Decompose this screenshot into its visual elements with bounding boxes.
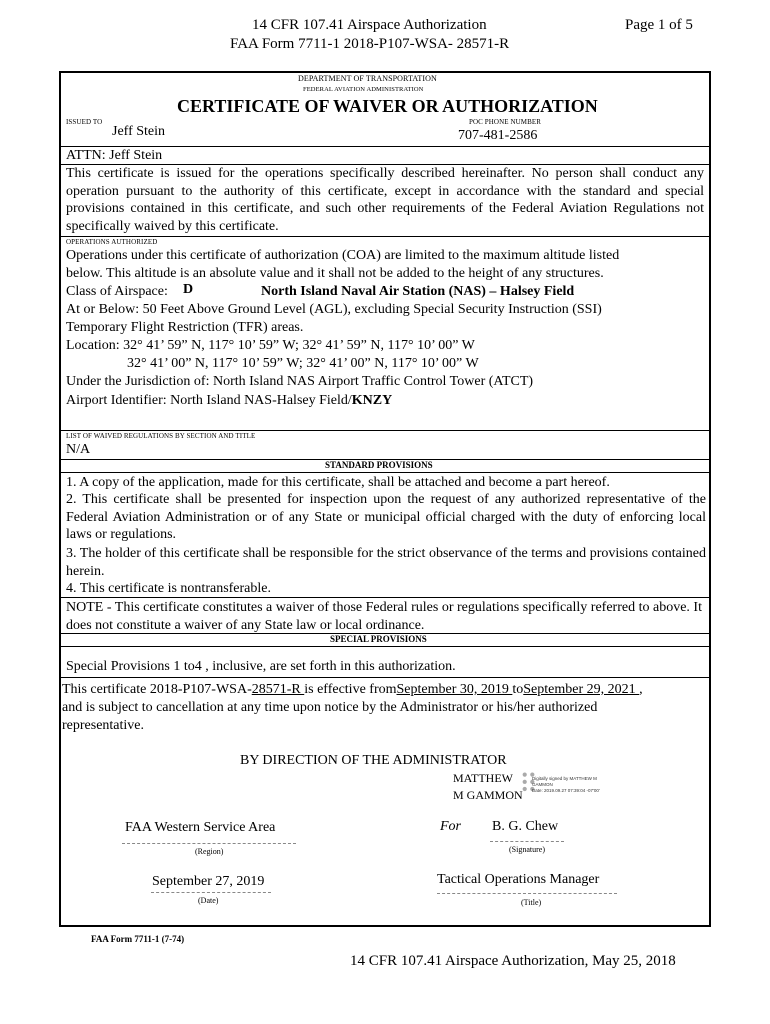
airport-name: North Island Naval Air Station (NAS) – Halsey Field — [261, 284, 575, 299]
signature-name: B. G. Chew — [492, 819, 559, 834]
operations-line1: Operations under this certificate of authorization (COA) are limited to the maximum altitude listed — [66, 248, 620, 263]
region-value: FAA Western Service Area — [125, 820, 276, 835]
region-underline — [122, 843, 296, 844]
certificate-number: 28571-R — [251, 682, 305, 697]
title-label: (Title) — [521, 898, 542, 907]
effective-line1 — [62, 681, 643, 699]
altitude-line1: At or Below: 50 Feet Above Ground Level (AGL), excluding Special Security Instruction (SSI) — [66, 302, 602, 317]
for-label: For — [440, 819, 461, 834]
special-provisions-text: Special Provisions 1 to4 , inclusive, are set forth in this authorization. — [66, 659, 456, 674]
signature-underline — [490, 841, 564, 842]
waived-regulations-value: N/A — [66, 442, 91, 457]
divider — [59, 677, 711, 678]
location-line1: Location: 32° 41’ 59” N, 117° 10’ 59” W; 32° 41’ 59” N, 117° 10’ 00” W — [66, 338, 475, 353]
divider — [59, 236, 711, 237]
agency-name: FEDERAL AVIATION ADMINISTRATION — [303, 86, 424, 93]
effective-line3: representative. — [62, 718, 145, 733]
airport-identifier-label: Airport Identifier: North Island NAS-Halsey Field/ — [66, 393, 352, 408]
region-label: (Region) — [195, 847, 224, 856]
class-of-airspace-label: Class of Airspace: — [66, 284, 168, 299]
divider — [59, 646, 711, 647]
effective-prefix: This certificate 2018-P107-WSA- — [62, 682, 252, 697]
signature-mark-icon: ⠿ — [519, 770, 539, 799]
standard-item-2: 2. This certificate shall be presented for inspection upon the request of any authorized representative of the Federal Aviation Administration or of any State or municipal official charged with the duty of enforcing local laws or regulations. — [66, 492, 706, 542]
signer-name-line2: M GAMMON — [453, 788, 523, 802]
attn-line: ATTN: Jeff Stein — [66, 148, 163, 163]
by-direction: BY DIRECTION OF THE ADMINISTRATOR — [240, 753, 507, 768]
poc-phone-value: 707-481-2586 — [458, 128, 538, 143]
date-value: September 27, 2019 — [152, 874, 265, 889]
date-label: (Date) — [198, 896, 219, 905]
effective-to-label: to — [512, 682, 524, 697]
title-underline — [437, 893, 617, 894]
waived-regulations-label: LIST OF WAIVED REGULATIONS BY SECTION AND TITLE — [66, 432, 256, 440]
intro-paragraph: This certificate is issued for the operations specifically described hereinafter. No person shall conduct any operation pursuant to the authority of this certificate, except in accordance with the standard and special provisions contained in this certificate, and such other requirements of the Federal Aviation Regulations not specifically waived by this certificate. — [66, 166, 704, 234]
header-title-line1: 14 CFR 107.41 Airspace Authorization — [252, 17, 487, 33]
altitude-line2: Temporary Flight Restriction (TFR) areas. — [66, 320, 304, 335]
standard-provisions-label: STANDARD PROVISIONS — [325, 460, 433, 470]
signature-label: (Signature) — [509, 845, 545, 854]
issued-to-label: ISSUED TO — [66, 118, 103, 126]
footer-caption: 14 CFR 107.41 Airspace Authorization, May 25, 2018 — [350, 953, 676, 969]
location-line2: 32° 41’ 00” N, 117° 10’ 59” W; 32° 41’ 00” N, 117° 10’ 00” W — [127, 356, 479, 371]
form-number: FAA Form 7711-1 (7-74) — [91, 934, 185, 944]
department-name: DEPARTMENT OF TRANSPORTATION — [298, 74, 437, 83]
standard-note: NOTE - This certificate constitutes a waiver of those Federal rules or regulations specifically referred to above. It does not constitute a waiver of any State law or local ordinance. — [66, 600, 702, 633]
effective-start-date: September 30, 2019 — [396, 682, 513, 697]
standard-item-4: 4. This certificate is nontransferable. — [66, 581, 271, 596]
airport-identifier-value: KNZY — [351, 393, 393, 408]
special-provisions-label: SPECIAL PROVISIONS — [330, 634, 427, 644]
divider — [59, 597, 711, 598]
digital-signature-note — [532, 776, 600, 794]
poc-phone-label: POC PHONE NUMBER — [469, 118, 541, 126]
effective-line2: and is subject to cancellation at any time upon notice by the Administrator or his/her authorized — [62, 700, 598, 715]
class-of-airspace-value: D — [183, 282, 194, 297]
effective-from-label: is effective from — [304, 682, 397, 697]
page-number: Page 1 of 5 — [625, 17, 693, 33]
digital-note-line3: Date: 2019.09.27 07:39:04 -07'00' — [532, 788, 600, 793]
issued-to-value: Jeff Stein — [112, 124, 166, 139]
effective-comma: , — [639, 682, 643, 697]
jurisdiction-line: Under the Jurisdiction of: North Island NAS Airport Traffic Control Tower (ATCT) — [66, 374, 534, 389]
title-value: Tactical Operations Manager — [437, 872, 600, 887]
standard-item-1: 1. A copy of the application, made for this certificate, shall be attached and become a part hereof. — [66, 475, 610, 490]
divider — [59, 430, 711, 431]
standard-item-3: 3. The holder of this certificate shall be responsible for the strict observance of the terms and provisions contained herein. — [66, 546, 706, 579]
signer-name-line1: MATTHEW — [453, 771, 513, 785]
operations-line2: below. This altitude is an absolute value and it shall not be added to the height of any structures. — [66, 266, 604, 281]
operations-label: OPERATIONS AUTHORIZED — [66, 238, 158, 246]
digital-note-line1: Digitally signed by MATTHEW M — [532, 776, 597, 781]
certificate-title: CERTIFICATE OF WAIVER OR AUTHORIZATION — [177, 96, 598, 116]
date-underline — [151, 892, 271, 893]
effective-end-date: September 29, 2021 — [523, 682, 640, 697]
divider — [59, 472, 711, 473]
header-title-line2: FAA Form 7711-1 2018-P107-WSA- 28571-R — [230, 36, 510, 52]
digital-note-line2: GAMMON — [532, 782, 553, 787]
airport-identifier-line — [66, 392, 392, 410]
